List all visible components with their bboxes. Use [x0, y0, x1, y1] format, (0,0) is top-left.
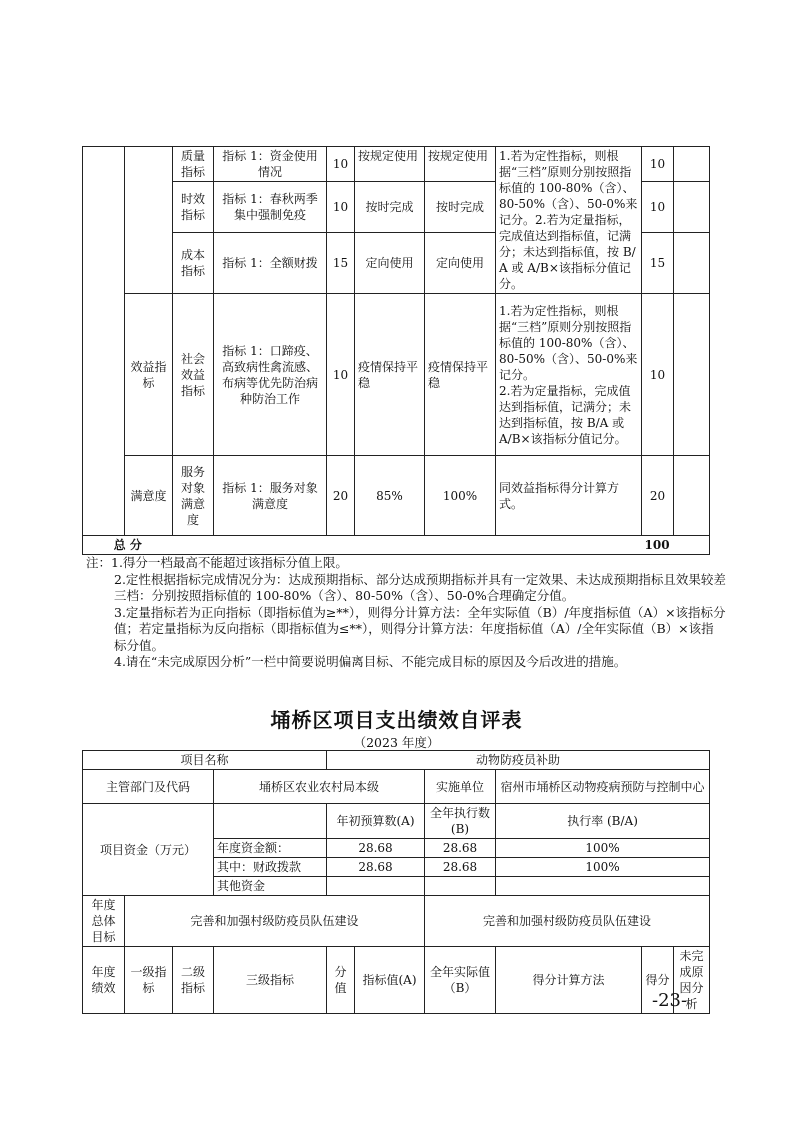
- level2-cell: 服务对象满意度: [173, 456, 214, 536]
- score-cell: 15: [642, 233, 674, 294]
- table-row: [83, 147, 710, 182]
- score-cell: 10: [642, 182, 674, 233]
- target-cell: 85%: [355, 456, 425, 536]
- table-row: [83, 751, 710, 770]
- table-row: [83, 896, 710, 947]
- weight-cell: 15: [327, 233, 355, 294]
- level3-cell: 指标 1：春秋两季集中强制免疫: [214, 182, 327, 233]
- table-row: [83, 947, 710, 1014]
- table-row: [83, 804, 710, 839]
- reason-cell: [674, 456, 710, 536]
- goal-label: 年度总体目标: [83, 896, 125, 947]
- total-row: [83, 536, 710, 555]
- funds-budget: 28.68: [327, 858, 425, 877]
- col-budget-header: 年初预算数(A): [327, 804, 425, 839]
- header-method: 得分计算方法: [496, 947, 642, 1014]
- col-exec-header: 全年执行数(B): [425, 804, 496, 839]
- funds-budget: [327, 877, 425, 896]
- reason-cell: [674, 233, 710, 294]
- level3-cell: 指标 1：服务对象满意度: [214, 456, 327, 536]
- funds-rate: 100%: [496, 858, 710, 877]
- level3-cell: 指标 1：口蹄疫、高致病性禽流感、布病等优先防治病种防治工作: [214, 294, 327, 456]
- target-cell: 疫情保持平稳: [355, 294, 425, 456]
- note-2: 2.定性根据指标完成情况分为：达成预期指标、部分达成预期指标并具有一定效果、未达成预期指标且效果较差三档：分别按照指标值的 100-80%（含）、80-50%（含）、50-0%合理确定分值。: [114, 571, 726, 603]
- goal-plan: 完善和加强村级防疫员队伍建设: [125, 896, 425, 947]
- method-cell: 1.若为定性指标，则根据“三档”原则分别按照指标值的 100-80%（含）、80-50%（含）、50-0%来记分。 2.若为定量指标，完成值达到指标值，记满分；未达到指标值，按 B/A 或 A/B×该指标分值记分。: [496, 294, 642, 456]
- reason-cell: [674, 182, 710, 233]
- funds-row-label: 其他资金: [214, 877, 327, 896]
- method-cell: 同效益指标得分计算方式。: [496, 456, 642, 536]
- score-cell: 10: [642, 294, 674, 456]
- target-cell: 按规定使用: [355, 147, 425, 182]
- funds-rate: 100%: [496, 839, 710, 858]
- reason-cell: [674, 147, 710, 182]
- funds-exec: 28.68: [425, 839, 496, 858]
- total-spacer: [173, 536, 642, 555]
- table-row: [83, 456, 710, 536]
- header-score: 得分: [642, 947, 674, 1014]
- level3-cell: 指标 1：全额财拨: [214, 233, 327, 294]
- score-cell: 10: [642, 147, 674, 182]
- indicator-table-continued: [82, 146, 710, 555]
- note-3: 3.定量指标若为正向指标（即指标值为≥**），则得分计算方法：全年实际值（B）/年度指标值（A）×该指标分值；若定量指标为反向指标（即指标值为≤**），则得分计算方法：年度指标值（A）/全年实际值（B）×该指标分值。: [114, 604, 726, 653]
- reason-cell: [674, 294, 710, 456]
- target-cell: 定向使用: [355, 233, 425, 294]
- actual-cell: 疫情保持平稳: [425, 294, 496, 456]
- level3-cell: 指标 1：资金使用情况: [214, 147, 327, 182]
- weight-cell: 10: [327, 294, 355, 456]
- funds-exec: [425, 877, 496, 896]
- level2-cell: 成本指标: [173, 233, 214, 294]
- method-cell: 1.若为定性指标，则根据“三档”原则分别按照指标值的 100-80%（含）、80-50%（含）、50-0%来记分。2.若为定量指标，完成值达到指标值，记满分；未达到指标值，按 B/A 或 A/B×该指标分值记分。: [496, 147, 642, 294]
- weight-cell: 10: [327, 182, 355, 233]
- actual-cell: 100%: [425, 456, 496, 536]
- funds-rate: [496, 877, 710, 896]
- note-1: 注：1.得分一档最高不能超过该指标分值上限。: [86, 555, 348, 570]
- weight-cell: 10: [327, 147, 355, 182]
- table-row: [83, 770, 710, 804]
- page-number: -23-: [652, 990, 688, 1011]
- level1-cell: 满意度: [125, 456, 173, 536]
- total-score: 100: [642, 536, 710, 555]
- dept-value: 埇桥区农业农村局本级: [214, 770, 425, 804]
- perf-side-cell: [83, 147, 125, 536]
- perf-label: 年度绩效: [83, 947, 125, 1014]
- self-evaluation-table: [82, 750, 710, 1014]
- goal-actual: 完善和加强村级防疫员队伍建设: [425, 896, 710, 947]
- header-level2: 二级指标: [173, 947, 214, 1014]
- funds-header-blank: [214, 804, 327, 839]
- header-target: 指标值(A): [355, 947, 425, 1014]
- funds-label: 项目资金（万元）: [83, 804, 214, 896]
- actual-cell: 定向使用: [425, 233, 496, 294]
- impl-value: 宿州市埇桥区动物疫病预防与控制中心: [496, 770, 710, 804]
- funds-row-label: 年度资金额：: [214, 839, 327, 858]
- project-name-label: 项目名称: [83, 751, 327, 770]
- header-weight: 分值: [327, 947, 355, 1014]
- col-rate-header: 执行率 (B/A): [496, 804, 710, 839]
- form-title: 埇桥区项目支出绩效自评表: [270, 708, 523, 732]
- level1-cell: 效益指标: [125, 294, 173, 456]
- header-level3: 三级指标: [214, 947, 327, 1014]
- actual-cell: 按时完成: [425, 182, 496, 233]
- table-row: [83, 294, 710, 456]
- funds-row-label: 其中：财政拨款: [214, 858, 327, 877]
- header-actual: 全年实际值（B）: [425, 947, 496, 1014]
- total-label: 总 分: [83, 536, 173, 555]
- form-year: （2023 年度）: [353, 735, 440, 750]
- note-4: 4.请在“未完成原因分析”一栏中简要说明偏离目标、不能完成目标的原因及今后改进的措施。: [114, 654, 627, 669]
- output-level1-cell: [125, 147, 173, 294]
- funds-budget: 28.68: [327, 839, 425, 858]
- score-cell: 20: [642, 456, 674, 536]
- funds-exec: 28.68: [425, 858, 496, 877]
- table-notes: [86, 555, 726, 671]
- actual-cell: 按规定使用: [425, 147, 496, 182]
- impl-label: 实施单位: [425, 770, 496, 804]
- header-level1: 一级指标: [125, 947, 173, 1014]
- level2-cell: 质量指标: [173, 147, 214, 182]
- level2-cell: 社会效益指标: [173, 294, 214, 456]
- header-reason: 未完成原因分析: [674, 947, 710, 1014]
- level2-cell: 时效指标: [173, 182, 214, 233]
- weight-cell: 20: [327, 456, 355, 536]
- target-cell: 按时完成: [355, 182, 425, 233]
- project-name-value: 动物防疫员补助: [327, 751, 710, 770]
- dept-label: 主管部门及代码: [83, 770, 214, 804]
